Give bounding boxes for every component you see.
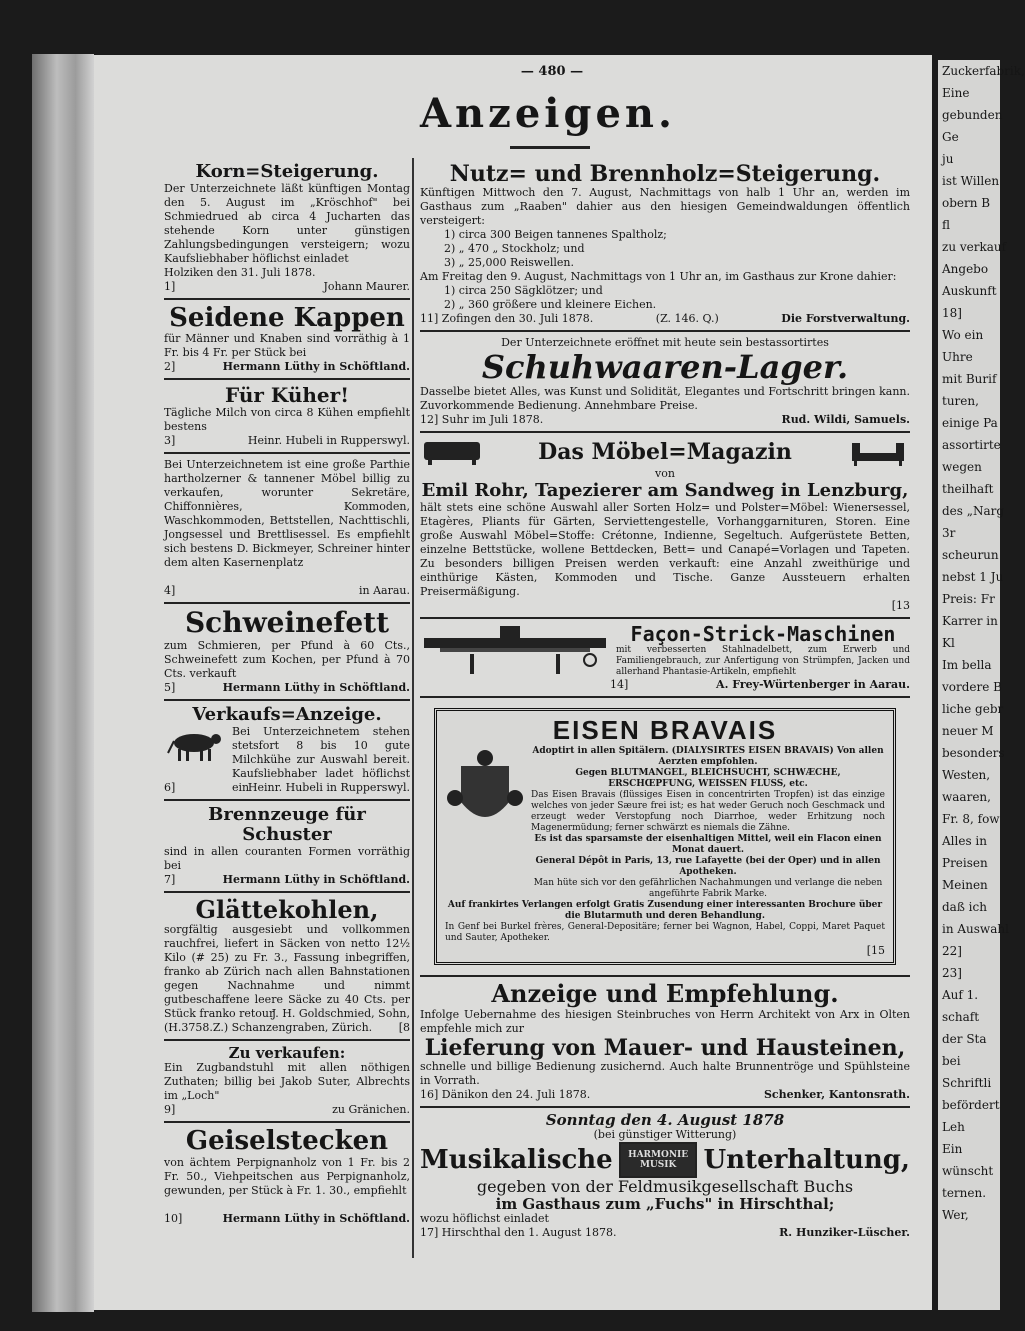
page-number: — 480 — bbox=[520, 64, 584, 79]
next-page-fragment: liche gebr bbox=[942, 702, 1004, 716]
ad-signature: J. H. Goldschmied, Sohn, bbox=[271, 1006, 410, 1020]
next-page-fragment: Zuckerfabrik, bbox=[942, 64, 1025, 78]
next-page-fragment: ist Willen bbox=[942, 174, 1000, 188]
ad-body: für Männer und Knaben sind vorräthig à 1 Fr. bis 4 Fr. per Stück bei bbox=[164, 332, 410, 360]
next-page-fragment: zu verkauf bbox=[942, 240, 1007, 254]
next-page-fragment: 23] bbox=[942, 966, 962, 980]
next-page-fragment: fl bbox=[942, 218, 951, 232]
next-page-fragment: Westen, bbox=[942, 768, 991, 782]
next-page-fragment: neuer M bbox=[942, 724, 994, 738]
ad-title-right: Unterhaltung, bbox=[703, 1144, 910, 1175]
ad-footer: 17] Hirschthal den 1. August 1878. R. Hunziker-Lüscher. bbox=[420, 1226, 910, 1240]
ad-title: Zu verkaufen: bbox=[228, 1043, 346, 1062]
next-page-fragment: ju bbox=[942, 152, 954, 166]
left-column bbox=[164, 158, 410, 1230]
ad-footer: 16] Dänikon den 24. Juli 1878. Schenker, Kantonsrath. bbox=[420, 1087, 910, 1101]
ad-date: Sonntag den 4. August 1878 bbox=[545, 1110, 785, 1129]
next-page-fragment: assortirte bbox=[942, 438, 1001, 452]
ad-title: Anzeige und Empfehlung. bbox=[491, 979, 839, 1009]
ad-body: Der Unterzeichnete läßt künftigen Montag den 5. August im „Kröschhof" bei Schmiedrued ab circa 4 Jucharten das stehende Korn unter günstigen Zahlungsbedingungen versteigern; wozu Kaufsliebhaber höflichst einladet bbox=[164, 181, 410, 265]
next-page-fragment: 3r bbox=[942, 526, 956, 540]
ad-given: gegeben von der Feldmusikgesellschaft Buchs bbox=[476, 1177, 854, 1197]
right-column bbox=[420, 158, 910, 1244]
next-page-fragment: Kl bbox=[942, 636, 955, 650]
ad-kappen bbox=[164, 300, 410, 381]
ad-title: Schuhwaaren-Lager. bbox=[481, 348, 849, 387]
ad-place: im Gasthaus zum „Fuchs" in Hirschthal; bbox=[495, 1194, 835, 1213]
next-page-fragment: 18] bbox=[942, 306, 962, 320]
ad-dateline: Holziken den 31. Juli 1878. bbox=[164, 265, 316, 279]
next-page-fragment: Leh bbox=[942, 1120, 965, 1134]
ad-title: Façon-Strick-Maschinen bbox=[630, 622, 896, 647]
ad-body: von ächtem Perpignanholz von 1 Fr. bis 2 Fr. 50., Viehpeitschen aus Perpignanholz, gewunden, per Stück à Fr. 1. 30., empfiehlt bbox=[164, 1156, 410, 1198]
next-page-fragment: der Sta bbox=[942, 1032, 987, 1046]
ad-footer: 6] Heinr. Hubeli in Rupperswyl. bbox=[164, 780, 410, 794]
column-divider bbox=[412, 158, 414, 1258]
ad-body-2: schnelle und billige Bedienung zusichernd. Auch halte Brunnentröge und Spühlsteine in Vorrath. bbox=[420, 1059, 910, 1087]
knitting-machine-icon bbox=[420, 624, 610, 678]
ad-footer: 7] Hermann Lüthy in Schöftland. bbox=[164, 872, 410, 886]
next-page-fragment: turen, bbox=[942, 394, 979, 408]
ad-body: Bei Unterzeichnetem stehen stetsfort 8 bis 10 gute Milchkühe zur Auswahl bereit. Kaufsliebhaber ladet höflichst ein bbox=[232, 724, 410, 794]
next-page-fragment: Schriftli bbox=[942, 1076, 992, 1090]
next-page-fragment: wegen bbox=[942, 460, 982, 474]
book-spine bbox=[32, 54, 94, 1312]
ad-title: EISEN BRAVAIS bbox=[552, 715, 778, 746]
next-page-fragment: Preis: Fr bbox=[942, 592, 995, 606]
ad-holz-steigerung bbox=[420, 158, 910, 332]
next-page-fragment: Im bella bbox=[942, 658, 992, 672]
ad-footer: 12] Suhr im Juli 1878. Rud. Wildi, Samuels. bbox=[420, 413, 910, 427]
cow-icon bbox=[164, 725, 228, 765]
ad-body: Tägliche Milch von circa 8 Kühen empfiehlt bestens bbox=[164, 406, 410, 434]
ad-footer: 9] zu Gränichen. bbox=[164, 1103, 410, 1117]
next-page-fragment: schaft bbox=[942, 1010, 980, 1024]
next-page-fragment: Auf 1. bbox=[942, 988, 979, 1002]
ad-moebel-verkauf bbox=[164, 454, 410, 604]
ad-body: mit verbesserten Stahlnadelbett, zum Erwerb und Familiengebrauch, zur Anfertigung von Strümpfen, Jacken und allerhand Phantasie-Artikeln, empfiehlt bbox=[616, 645, 910, 678]
ad-schuhwaaren bbox=[420, 332, 910, 433]
next-page-fragment: ternen. bbox=[942, 1186, 987, 1200]
next-page-fragment: Ge bbox=[942, 130, 959, 144]
next-page-fragment: obern B bbox=[942, 196, 991, 210]
ad-von: von bbox=[655, 467, 675, 481]
ad-footer: 10] Hermann Lüthy in Schöftland. bbox=[164, 1212, 410, 1226]
next-page-fragment: Eine bbox=[942, 86, 970, 100]
ad-title: Korn=Steigerung. bbox=[195, 161, 379, 182]
ad-zu-verkaufen bbox=[164, 1041, 410, 1124]
ad-footer: 1] Johann Maurer. bbox=[164, 279, 410, 293]
next-page-fragment: Meinen bbox=[942, 878, 988, 892]
ad-headline: Lieferung von Mauer- und Hausteinen, bbox=[424, 1034, 906, 1061]
coat-of-arms-icon bbox=[445, 746, 525, 838]
ad-footer: 4] in Aarau. bbox=[164, 584, 410, 598]
ad-kueher bbox=[164, 380, 410, 454]
next-page-fragment: scheurun bbox=[942, 548, 999, 562]
next-page-fragment: Karrer in bbox=[942, 614, 998, 628]
next-page-fragment: besonders bbox=[942, 746, 1005, 760]
ad-eisen-bravais bbox=[420, 698, 910, 977]
ad-body: hält stets eine schöne Auswahl aller Sorten Holz= und Polster=Möbel: Wienersessel, Etagères, Pliants für Gärten, Serviettengestelle, Vorhanggarnituren, Storen. Eine große Auswahl Möbel=Stoffe: Crétonne, Indienne, Segeltuch. Aufgerüstete Betten, einzelne Bettstücke, wollene Bettdecken, Bett= und Canapé=Vorlagen und Tapeten. Zu besonders billigen Preisen werden verkauft: eine Anzahl zweithürige und einthürige Kästen, Kommoden und Tische. Ganze Aussteuern erhalten Preisermäßigung. bbox=[420, 501, 910, 599]
ad-schweinefett bbox=[164, 604, 410, 701]
ad-title: Verkaufs=Anzeige. bbox=[192, 704, 382, 726]
ad-anzeige-empfehlung bbox=[420, 977, 910, 1108]
ad-body: sorgfältig ausgesiebt und vollkommen rauchfrei, liefert in Säcken von netto 12½ Kilo (# 25) zu Fr. 3., Fassung inbegriffen, franko ab Zürich nach allen Bahnstationen gegen Nachnahme und nimmt gutbeschaffene leere Säcke zu 40 Cts. per Stück franko retour bbox=[164, 922, 410, 1020]
ad-title: Seidene Kappen bbox=[169, 302, 405, 333]
next-page-fragment: Angebo bbox=[942, 262, 989, 276]
sofa-icon bbox=[846, 437, 910, 467]
ad-footer: 5] Hermann Lüthy in Schöftland. bbox=[164, 681, 410, 695]
ad-footer: 14] A. Frey-Würtenberger in Aarau. bbox=[610, 678, 910, 692]
next-page-fragment: Fr. 8, fow bbox=[942, 812, 1000, 826]
next-page-fragment: einige Pa bbox=[942, 416, 998, 430]
next-page-fragment: Alles in bbox=[942, 834, 987, 848]
ad-brennzeuge bbox=[164, 801, 410, 893]
next-page-fragment: gebunden bbox=[942, 108, 1003, 122]
next-page-fragment: waaren, bbox=[942, 790, 991, 804]
ad-strickmaschinen bbox=[420, 619, 910, 698]
ad-invite: wozu höflichst einladet bbox=[420, 1212, 549, 1226]
ad-weather: (bei günstiger Witterung) bbox=[593, 1128, 737, 1142]
ad-title-left: Musikalische bbox=[420, 1144, 613, 1175]
next-page-fragment: bei bbox=[942, 1054, 961, 1068]
ad-verkaufs-anzeige bbox=[164, 701, 410, 801]
next-page-fragment: theilhaft bbox=[942, 482, 994, 496]
ad-korn bbox=[164, 158, 410, 300]
ad-footer: 2] Hermann Lüthy in Schöftland. bbox=[164, 360, 410, 374]
ad-title: Das Möbel=Magazin bbox=[538, 439, 792, 466]
next-page-edge bbox=[938, 60, 1025, 1310]
ad-intro: Künftigen Mittwoch den 7. August, Nachmittags von halb 1 Uhr an, werden im Gasthaus zum „Raaben" dahier aus den hiesigen Gemeindwaldungen öffentlich versteigert: bbox=[420, 186, 910, 228]
ad-title: Schweinefett bbox=[184, 606, 390, 640]
ad-body: Bei Unterzeichnetem ist eine große Parthie hartholzerner & tannener Möbel billig zu verkaufen, worunter Sekretäre, Chiffonnières, Kommoden, Waschkommoden, Bettstellen, Nachttischli, Jongsessel und Brettlisessel. Es empfiehlt sich bestens D. Bickmeyer, Schreiner hinter dem alten Kasernenplatz bbox=[164, 458, 410, 570]
ad-footer: 3] Heinr. Hubeli in Rupperswyl. bbox=[164, 434, 410, 448]
ad-body: Infolge Uebernahme des hiesigen Steinbruches von Herrn Architekt von Arx in Olten empfehle mich zur bbox=[420, 1007, 910, 1035]
ad-footer: [13 bbox=[891, 599, 910, 613]
ad-pre: Der Unterzeichnete eröffnet mit heute sein bestassortirtes bbox=[501, 336, 829, 350]
next-page-fragment: Wer, bbox=[942, 1208, 969, 1222]
masthead-rule bbox=[510, 146, 590, 149]
chest-icon bbox=[420, 438, 484, 466]
ad-title: Glättekohlen, bbox=[195, 894, 379, 924]
next-page-fragment: Wo ein bbox=[942, 328, 984, 342]
ad-footer: 11] Zofingen den 30. Juli 1878. (Z. 146. Q.) Die Forstverwaltung. bbox=[420, 312, 910, 326]
next-page-fragment: nebst 1 Ju bbox=[942, 570, 1004, 584]
ad-title: Geiselstecken bbox=[185, 1126, 389, 1157]
next-page-fragment: in Auswahl bbox=[942, 922, 1009, 936]
next-page-fragment: Auskunft bbox=[942, 284, 997, 298]
ad-glaettekohlen bbox=[164, 893, 410, 1041]
ad-geiselstecken bbox=[164, 1123, 410, 1230]
ad-body: Dasselbe bietet Alles, was Kunst und Solidität, Elegantes und Fortschritt bringen kann. Zuvorkommende Bedienung. Annehmbare Preise. bbox=[420, 385, 910, 413]
next-page-fragment: Ein bbox=[942, 1142, 963, 1156]
ad-body: zum Schmieren, per Pfund à 60 Cts., Schweinefett zum Kochen, per Pfund à 70 Cts. verkauft bbox=[164, 639, 410, 681]
next-page-fragment: vordere B bbox=[942, 680, 1002, 694]
next-page-fragment: 22] bbox=[942, 944, 962, 958]
ad-name: Emil Rohr, Tapezierer am Sandweg in Lenzburg, bbox=[421, 480, 909, 502]
next-page-fragment: wünscht bbox=[942, 1164, 994, 1178]
ad-title: Für Küher! bbox=[225, 383, 349, 408]
harmonie-badge: HARMONIE MUSIK bbox=[619, 1142, 697, 1178]
next-page-fragment: befördert bbox=[942, 1098, 1000, 1112]
ad-title: Nutz= und Brennholz=Steigerung. bbox=[449, 161, 881, 187]
next-page-fragment: Uhre bbox=[942, 350, 973, 364]
next-page-fragment: Preisen bbox=[942, 856, 988, 870]
ad-footer: (H.3758.Z.) Schanzengraben, Zürich. [8 bbox=[164, 1020, 410, 1034]
ad-moebel-magazin bbox=[420, 433, 910, 619]
next-page-fragment: mit Burif bbox=[942, 372, 997, 386]
item-list-1: 1) circa 300 Beigen tannenes Spaltholz; 2) „ 470 „ Stockholz; und 3) „ 25,000 Reiswellen. bbox=[444, 228, 667, 270]
ad-body: sind in allen couranten Formen vorräthig bei bbox=[164, 844, 410, 872]
eisen-bravais-box: EISEN BRAVAIS Adoptirt in allen Spitälern. (DIALYSIRTES EISEN BRAVAIS) Von allen Aerzten empfohlen. Gegen BLUTMANGEL, BLEICHSUCHT, SCHWÆCHE, ERSCHŒPFUNG, WEISSEN FLUSS, etc. Das Eisen Bravais (flüssiges Eisen in concentrirten Tropfen) ist das einzige welches von jeder Sæure frei ist; es hat weder Geruch noch Geschmack und erzeugt weder Verstopfung noch Diarrhoe, weder Erhitzung noch Magenermüdung; ferner schwärzt es niemals die Zähne. Es ist das sparsamste der eisenhaltigen Mittel, weil ein Flacon einen Monat dauert. General Dépôt in Paris, 13, rue Lafayette (bei der Oper) und in allen Apotheken. Man hüte sich vor den gefährlichen Nachahmungen und verlange die neben angeführte Fabrik Marke. Auf frankirtes Verlangen erfolgt Gratis Zusendung einer interessanten Brochure über die Blutarmuth und deren Behandlung. In Genf bei Burkel frères, General-Depositäre; ferner bei Wagnon, Habel, Coppi, Maret Paquet und Sauter, Apotheker. [15 bbox=[434, 708, 896, 965]
item-list-2: 1) circa 250 Sägklötzer; und 2) „ 360 größere und kleinere Eichen. bbox=[444, 284, 657, 312]
ad-mid: Am Freitag den 9. August, Nachmittags von 1 Uhr an, im Gasthaus zur Krone dahier: bbox=[420, 270, 897, 284]
next-page-fragment: daß ich bbox=[942, 900, 987, 914]
ad-title: Brennzeuge für Schuster bbox=[208, 803, 366, 845]
next-page-fragment: des „Narg bbox=[942, 504, 1005, 518]
ad-body: Ein Zugbandstuhl mit allen nöthigen Zuthaten; billig bei Jakob Suter, Albrechts im „Loch" bbox=[164, 1061, 410, 1103]
masthead: Anzeigen. bbox=[420, 90, 676, 137]
ad-musik bbox=[420, 1108, 910, 1245]
